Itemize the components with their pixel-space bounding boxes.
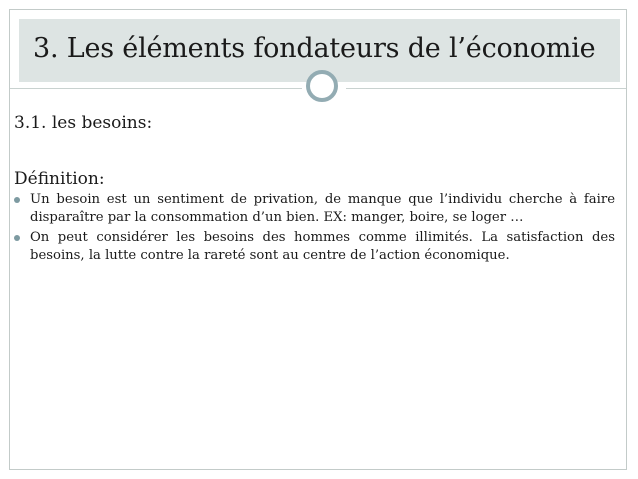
bullet-dot-icon [14, 235, 20, 241]
slide-title: 3. Les éléments fondateurs de l’économie [33, 33, 596, 64]
circle-ornament-icon [306, 70, 338, 102]
bullet-item [14, 229, 615, 264]
definition-label: Définition: [14, 169, 105, 189]
slide-content [14, 110, 615, 267]
bullet-dot-icon [14, 197, 20, 203]
bullet-text: Un besoin est un sentiment de privation, de manque que l’individu cherche à faire disparaître par la consommation d’un bien. EX: manger, boire, se loger … [30, 192, 615, 225]
bullet-text: On peut considérer les besoins des hommes comme illimités. La satisfaction des besoins, la lutte contre la rareté sont au centre de l’action économique. [30, 230, 615, 263]
bullet-item [14, 191, 615, 226]
bullet-list [14, 191, 615, 264]
slide [9, 9, 627, 470]
section-subheading: 3.1. les besoins: [14, 113, 153, 133]
